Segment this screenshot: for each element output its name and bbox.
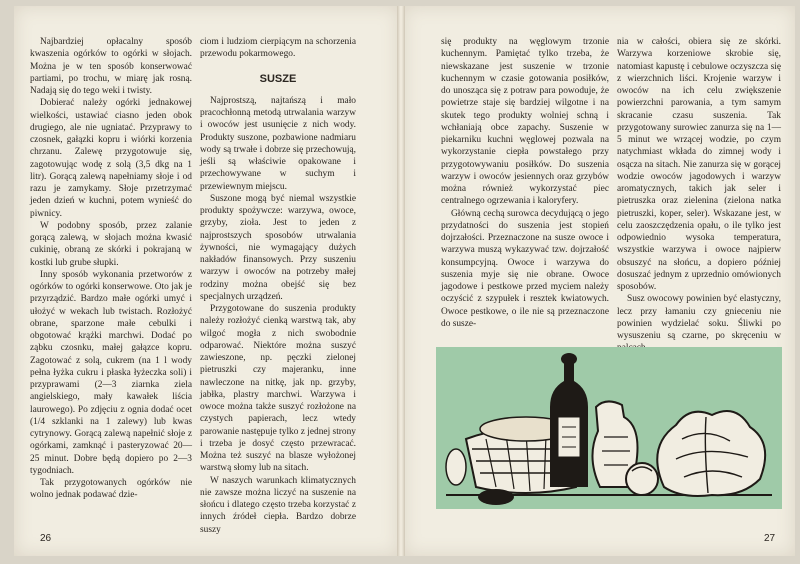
paragraph-text: Suszone mogą być niemal wszystkie produkty spożywcze: warzywa, owoce, grzyby, zioła. Jest to jeden z najprostszych sposobów utrwalania żywności, nie wymagający dużych nakładów finansowych. Przy suszeniu warzyw i owoców na potrzeby małej rodziny można obejść się bez specjalnych urządzeń. <box>200 193 356 302</box>
paragraph-text: Tak przygotowanych ogórków nie wolno jednak podawać dzie- <box>30 478 192 501</box>
paragraph-text: Najbardziej opłacalny sposób kwaszenia ogórków to ogórki w słojach. Można je w ten sposób konserwować partiami, po trochu, w miarę jak rosną. Nadają się do tego weki i twisty. <box>30 37 192 96</box>
paragraph <box>200 36 356 61</box>
paragraph <box>617 36 781 293</box>
paragraph-text: W naszych warunkach klimatycznych nie zawsze można liczyć na suszenie na słońcu i dlatego często trzeba korzystać z innych źródeł ciepła. Bardzo dobrze suszy <box>200 475 356 535</box>
still-life-illustration <box>436 347 782 509</box>
paragraph <box>441 208 609 331</box>
left-column-2 <box>200 36 356 536</box>
paragraph <box>200 303 356 475</box>
paragraph <box>30 36 192 97</box>
paragraph-text: Dobierać należy ogórki jednakowej wielkości, ustawiać ciasno jeden obok drugiego, ale nie ugniatać. Przyprawy to czosnek, gałązki kopru i wiórki korzenia chrzanu. Zalewę przygotowuje się, zagotowując wodę z solą (3,5 dkg na 1 litr). Gorącą zalewą napełniamy słoje i od razu je zamykamy. Słoje przetrzymać jeden dzień w kuchni, potem wynieść do piwnicy. <box>30 98 192 219</box>
paragraph <box>30 477 192 502</box>
paragraph-text: nia w całości, obiera się ze skórki. Warzywa korzeniowe skrobie się, natomiast kapustę i cebulowe oczyszcza się z wierzchnich liści. Krojenie warzyw i owoców na ich celu zwiększenie powierzchni parowania, a tym samym skracanie czasu suszenia. Tak przygotowany surowiec zanurza się na 1—5 minut we wrzącej wodzie, po czym natychmiast wkłada do zimnej wody i osącza na sitach. Nie zanurza się w gorącej wodzie owoców jagodowych i warzyw aromatycznych, takich jak seler i pietruszka oraz zielenina (zielona natka pietruszki, koper, seler). Wskazane jest, w celu zaoszczędzenia opału, o ile tylko jest odpowiednio wysoka temperatura, wszystkie warzywa i owoce najpierw obsuszyć na słońcu, a dopiero później dosuszać jednym z uprzednio omówionych sposobów. <box>617 37 781 292</box>
book-gutter <box>397 6 405 556</box>
paragraph <box>200 193 356 303</box>
paragraph <box>617 293 781 354</box>
paragraph-text: Najprostszą, najtańszą i mało pracochłonną metodą utrwalania warzyw i owoców jest usunięcie z nich wody. Produkty suszone, pozbawione nadmiaru wody są trwałe i dobrze się przechowują, jeśli są właściwie opakowane i przechowywane w suchym i przewiewnym miejscu. <box>200 95 356 192</box>
paragraph-text: Główną cechą surowca decydującą o jego przydatności do suszenia jest stopień dojrzałości. Przeznaczone na susze owoce i warzywa muszą wykazywać tzw. dojrzałość konsumpcyjną. Owoce i warzywa do suszenia myje się nie obrane. Owoce jagodowe i pestkowe przed myciem należy oczyścić z szypułek i resztek kwiatowych. Owoce pestkowe, o ile nie są przeznaczone do susze- <box>441 208 609 329</box>
page-number-right: 27 <box>764 533 776 544</box>
paragraph <box>30 97 192 220</box>
paragraph <box>30 220 192 269</box>
page-number-left: 26 <box>40 533 52 544</box>
right-column-2 <box>617 36 781 355</box>
right-column-1 <box>441 36 609 330</box>
paragraph <box>200 95 356 193</box>
paragraph-text: Inny sposób wykonania przetworów z ogórków to ogórki konserwowe. Oto jak je przyrządzić. Bardzo małe ogórki umyć i ułożyć w wekach lub twistach. Rozłożyć obrane, sparzone małe cebulki i obgotować krążki marchwi. Dodać po ząbku czosnku, małej gałązce kopru. Zagotować z solą, cukrem (na 1 l wody pełna łyżka cukru i płaska łyżeczka soli) i przyprawami (2—3 ziarnka ziela angielskiego, mały kawałek liścia laurowego). Po zdjęciu z ognia dodać ocet (1/4 szklanki na 1 zalewy) lub kwas cytrynowy. Gorącą zalewą napełnić słoje z ogórkami, zamknąć i pasteryzować 20—25 minut. Dobre będą dopiero po 2—3 tygodniach. <box>30 269 192 476</box>
vegetables-bottles-drawing <box>436 347 782 509</box>
paragraph <box>200 475 356 536</box>
paragraph-text: W podobny sposób, przez zalanie gorącą zalewą, w słojach można kwasić cukinię, obraną ze skórki i pokrajaną w kostki lub grube słupki. <box>30 220 192 268</box>
paragraph <box>30 269 192 477</box>
paragraph-text: ciom i ludziom cierpiącym na schorzenia przewodu pokarmowego. <box>200 37 356 60</box>
section-heading: SUSZE <box>259 72 297 85</box>
paragraph-text: Susz owocowy powinien być elastyczny, lecz przy łamaniu czy gnieceniu nie powinien wydzielać soku. Śliwki po wysuszeniu są czarne, po skręceniu w <box>617 294 781 341</box>
left-column-1 <box>30 36 192 502</box>
paragraph-text: się produkty na węglowym trzonie kuchennym. Pamiętać tylko trzeba, że niewskazane jest suszenie w trzonie kuchennym w czasie gotowania posiłków, do unosząca się z potraw para powoduje, że powietrze staje się bardziej wilgotne i na skutek tego produkty wolniej schną i wchłaniają obce zapachy. Suszenie w piekarniku kuchni węglowej pozwala na wykorzystanie ciepła powstałego przy przygotowywaniu posiłków. Do suszenia warzyw i owoców jesiennych oraz grzybów można również wykorzystać piec centralnego ogrzewania i kaloryfery. <box>441 37 609 207</box>
paragraph-text: Przygotowane do suszenia produkty należy rozłożyć cienką warstwą tak, aby wilgoć mogła z nich swobodnie odparować. Niektóre można suszyć zawieszone, np. pęczki zielonej pietruszki czy majeranku, inne nawleczone na nitkę, jak np. grzyby, jabłka, plastry marchwi. Warzywa i owoce można także suszyć rozłożone na czystych papierach, lecz wtedy parowanie następuje tylko z jednej strony i trzeba je dosyć często przewracać. Można też suszyć na blasze wyłożonej warstwą słomy lub na sitach. <box>200 304 356 474</box>
paragraph <box>441 36 609 208</box>
